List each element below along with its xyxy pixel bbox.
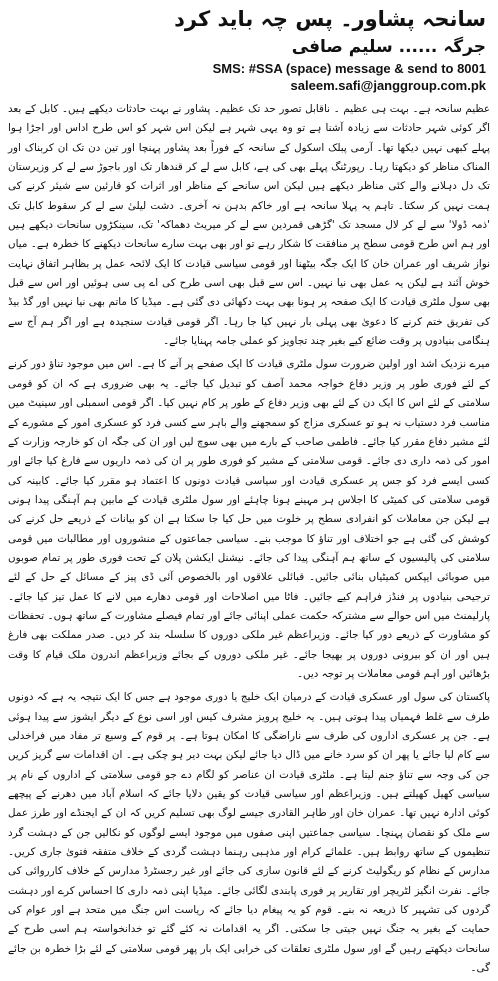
author-name: سلیم صافی (291, 37, 393, 57)
sms-instructions: SMS: #SSA (space) message & send to 8001 (212, 61, 486, 76)
article-headline: سانحہ پشاور۔ پس چہ باید کرد (174, 7, 486, 31)
paragraph: عظیم سانحہ ہے۔ بہت ہی عظیم ۔ ناقابل تصور حد تک عظیم۔ پشاور نے بہت حادثات دیکھے ہیں۔ کابل کے بعد اگر کوئی شہر حادثات سے زیادہ آشنا ہے تو وہ یہی شہر ہے لیکن اس شہر کو اس طرح اداس اور اجڑا ہوا پہلے کبھی نہیں دیکھا تھا۔ آرمی پبلک اسکول کے سانحہ کے فوراً بعد پشاور پہنچا اور تین دن تک ان کربناک اور المناک مناظر کو دیکھتا رہا۔ رپورٹنگ پہلے بھی کی ہے، کابل سے لے کر قندھار تک اور باجوڑ سے لے کر وزیرستان تک دل دہلانے والے کئی مناظر دیکھے ہیں لیکن اس سانحے کے مناظر اور اثرات کو قارئین سے شیئر کرنے کی ہمت نہیں کر سکتا۔ تاہم یہ پہلا سانحہ ہے اور خاکم بدہن نہ آخری۔ دشت لیلیٰ سے لے کر سقوط کابل تک 'ذمہ ڈولا' سے لے کر لال مسجد تک 'گڑھی قمردین سے لے کر میریٹ دھماکہ' تک، سینکڑوں سانحات دیکھے ہیں اور ہم اس طرح قومی سطح پر منافقت کا شکار رہے تو اور بھی بہت سارے سانحات دیکھنے کا خطرہ ہے۔ میاں نواز شریف اور عمران خان کا ایک جگہ بیٹھنا اور قومی سیاسی قیادت کا ایک لائحہ عمل پر بظاہر اتفاق نہایت خوش آئند ہے لیکن یہ عمل بھی نیا نہیں۔ اس سے قبل بھی اسی طرح کی اے پی سی ہوئیں اور اس سے قبل بھی سول ملٹری قیادت کا ایک صفحہ پر ہونا بھی بہت دکھائی دی گئی ہے۔ میڈیا کا ماتم بھی نیا نہیں اور گڈ بیڈ کی تفریق ختم کرنے کا دعویٰ بھی پہلی بار نہیں کیا جا رہا۔ اگر قومی قیادت سنجیدہ ہے اور اگر ہم آج سے ہنگامی بنیادوں پر وقت ضائع کیے بغیر چند تجاویز کو عملی جامہ پہنایا جائے۔ (8, 103, 490, 348)
byline (8, 34, 486, 60)
paragraph: میرے نزدیک اشد اور اولین ضرورت سول ملٹری قیادت کا ایک صفحے پر آنے کا ہے۔ اس میں موجود تناؤ دور کرنے کے لئے فوری طور پر وزیر دفاع خواجہ محمد آصف کو تبدیل کیا جائے۔ یہ بھی ضروری ہے کہ ان کو قومی سلامتی کے لئے اس کا ایک دن کے لئے بھی وزیر دفاع کے طور پر کام نہیں کیا۔ اگر قومی اسمبلی اور سینیٹ میں مناسب فرد دستیاب نہ ہو تو عسکری مزاج کو سمجھنے والے باہر سے کسی فرد کو عسکری امور کے مشورے کے لئے مشیر دفاع مقرر کیا جائے۔ فاطمی صاحب کے بارے میں بھی سوچ لیں اور ان کی جگہ ان کو خارجہ وزارت کے امور کی ذمہ داری دی جائے۔ قومی سلامتی کے مشیر کو فوری طور پر ان کی ذمہ داریوں سے فارغ کیا جائے اور کسی ایسے فرد کو جس پر عسکری قیادت اور سیاسی قیادت دونوں کا اعتماد ہو مقرر کیا جائے۔ کابینہ کی قومی سلامتی کی کمیٹی کا اجلاس ہر مہینے ہونا چاہئے اور سول ملٹری قیادت کے مابین ہم آہنگی پیدا ہونی ہے لیکن جن معاملات کو انفرادی سطح پر خلوت میں حل کیا جا سکتا ہے ان کو بیانات کے ذریعے حل کرنے کی کوشش کی گئی ہے جو اختلاف اور تناؤ کا موجب بنے۔ سیاسی جماعتوں کے منشوروں اور مطالبات میں قومی سلامتی کی پالیسیوں کے ساتھ ہم آہنگی پیدا کی جائے۔ نیشنل ایکشن پلان کے تحت فوری طور پر تمام صوبوں میں صوبائی ایپکس کمیٹیاں بنائی جائیں۔ قبائلی علاقوں اور بالخصوص آئی ڈی پیز کے مسائل کے حل کے لئے ترجیحی بنیادوں پر فنڈز فراہم کیے جائیں۔ فاٹا میں اصلاحات اور قومی دھارے میں لانے کا عمل تیز کیا جائے۔ پارلیمنٹ میں اس حوالے سے مشترکہ حکمت عملی اپنائی جائے اور تمام فیصلے مشاورت کے ساتھ ہوں۔ تحفظات کو مشاورت کے ذریعے دور کیا جائے۔ وزیراعظم غیر ملکی دوروں کا سلسلہ بند کر دیں۔ صدر مملکت بھی فارغ ہیں اور ان کو بیرونی دوروں پر بھیجا جائے۔ غیر ملکی دوروں کے بجائے وزیراعظم اندرون ملک قیام کا وقت بڑھائیں اور اہم قومی معاملات پر توجہ دیں۔ (8, 358, 490, 680)
author-email: saleem.safi@janggroup.com.pk (290, 78, 486, 93)
column-name: جرگہ (443, 37, 486, 57)
article-body (8, 100, 490, 978)
column-header (8, 4, 490, 94)
byline-separator: ...... (398, 37, 438, 57)
paragraph: پاکستان کی سول اور عسکری قیادت کے درمیان ایک خلیج یا دوری موجود ہے جس کا ایک نتیجہ یہ ہے کہ دونوں طرف سے غلط فہمیاں پیدا ہوتی ہیں۔ یہ خلیج پرویز مشرف کیس اور اسی نوع کے دیگر ایشوز سے پیدا ہوئی ہے۔ جن پر عسکری اداروں کی طرف سے ناراضگی کا امکان ہوتا ہے۔ پر قوم کے وسیع تر مفاد میں فراخدلی سے کام لیا جائے یا پھر ان کو سرد خانے میں ڈال دیا جائے لیکن بہت دیر ہو چکی ہے۔ ان اقدامات سے گریز کریں جن کی وجہ سے تناؤ جنم لیتا ہے۔ ملٹری قیادت ان عناصر کو لگام دے جو قومی سلامتی کے اداروں کے نام پر سیاسی کھیل کھیلتے ہیں۔ وزیراعظم اور سیاسی قیادت کو یقین دلایا جائے کہ اسلام آباد میں دھرنے کے پیچھے کوئی ادارہ نہیں تھا۔ عمران خان اور طاہر القادری جیسے لوگ بھی تسلیم کریں کہ ان کے ایجنڈے اور طرز عمل سے ملک کو نقصان پہنچا۔ سیاسی جماعتیں اپنی صفوں میں موجود ایسے لوگوں کو نکالیں جن کے دہشت گرد تنظیموں کے ساتھ روابط ہیں۔ علمائے کرام اور مذہبی رہنما دہشت گردی کے خلاف متفقہ فتویٰ جاری کریں۔ مدارس کے نظام کو ریگولیٹ کرنے کے لئے قانون سازی کی جائے اور غیر رجسٹرڈ مدارس کے خلاف کارروائی کی جائے۔ نفرت انگیز لٹریچر اور تقاریر پر فوری پابندی لگائی جائے۔ میڈیا اپنی ذمہ داری کا احساس کرے اور دہشت گردوں کی تشہیر کا ذریعہ نہ بنے۔ قوم کو یہ پیغام دیا جائے کہ ریاست اس جنگ میں متحد ہے اور عوام کی حمایت کے بغیر یہ جنگ نہیں جیتی جا سکتی۔ اگر یہ اقدامات نہ کئے گئے تو خدانخواستہ ہم اسی طرح کے سانحات دیکھتے رہیں گے اور سول ملٹری تعلقات کی خرابی ایک بار پھر قومی سلامتی کے لئے بڑا خطرہ بن جائے گی۔ (8, 691, 490, 975)
